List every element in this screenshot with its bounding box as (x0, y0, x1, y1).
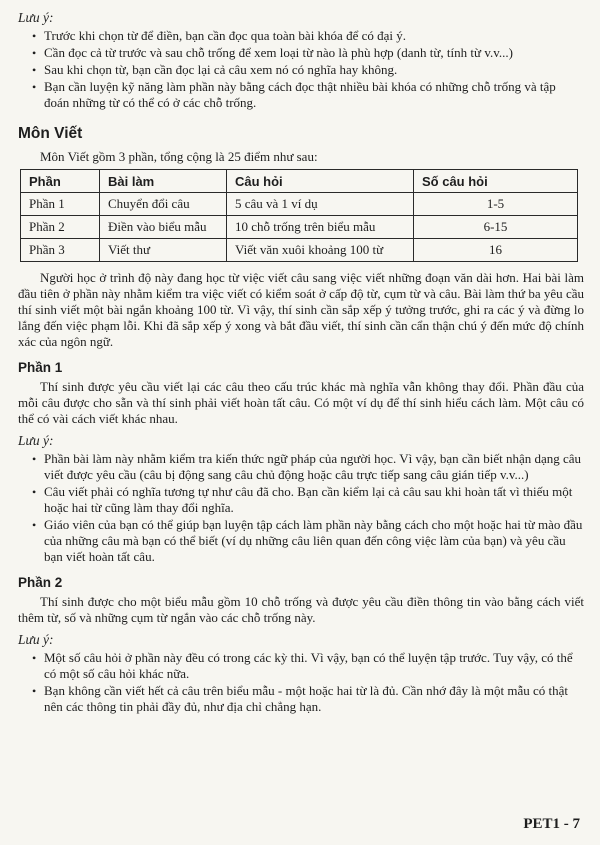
bullet-icon: • (32, 452, 37, 466)
table-cell: Phần 1 (21, 193, 100, 216)
list-item (32, 683, 584, 715)
table-row (21, 193, 578, 216)
section-intro: Môn Viết gồm 3 phần, tổng cộng là 25 điểm như sau: (40, 149, 318, 164)
list-item (32, 62, 584, 78)
column-header: Phần (21, 170, 100, 193)
table-cell: Viết thư (100, 239, 227, 262)
note-text: Câu viết phải có nghĩa tương tự như câu đã cho. Bạn cần kiểm lại cả câu sau khi hoàn tất vì thiếu một hoặc hai từ cũng làm thay đổi nghĩa. (44, 484, 573, 515)
part2-note-list (18, 650, 584, 715)
part1-paragraph: Thí sinh được yêu cầu viết lại các câu theo cấu trúc khác mà nghĩa vẫn không thay đổi. Phần đầu của mỗi câu được cho sẵn và thí sinh phải viết hoàn tất câu. Có một ví dụ để thí sinh hiểu cách làm. Một câu có thể có vài cách viết khác nhau. (18, 379, 584, 426)
note-text: Giáo viên của bạn có thể giúp bạn luyện tập cách làm phần này bằng cách cho một hoặc hai từ mào đầu của những câu mà bạn có thể biết (ví dụ những câu liên quan đến công việc làm của bạn) và yêu cầu bạn viết hoàn tất câu. (44, 517, 583, 564)
note-text: Bạn không cần viết hết cả câu trên biểu mẫu - một hoặc hai từ là đủ. Cần nhớ đây là một mẫu có thật nên các thông tin phải đầy đủ, như địa chỉ chẳng hạn. (44, 683, 569, 714)
part2-note-title: Lưu ý: (18, 632, 54, 647)
note-text: Phần bài làm này nhằm kiểm tra kiến thức ngữ pháp của người học. Vì vậy, bạn cần biết nhận dạng câu viết được yêu cầu (câu bị động sang câu chủ động hoặc câu trực tiếp sang câu gián tiếp v.v...) (44, 451, 582, 482)
bullet-icon: • (32, 485, 37, 499)
table-cell: Phần 2 (21, 216, 100, 239)
bullet-icon: • (32, 518, 37, 532)
list-item (32, 45, 584, 61)
bullet-icon: • (32, 651, 37, 665)
table-row (21, 216, 578, 239)
bullet-icon: • (32, 684, 37, 698)
bullet-icon: • (32, 63, 37, 77)
part2-title: Phần 2 (18, 575, 63, 590)
list-item (32, 79, 584, 111)
bullet-icon: • (32, 80, 37, 94)
table-cell: Viết văn xuôi khoảng 100 từ (227, 239, 414, 262)
note-text: Trước khi chọn từ để điền, bạn cần đọc qua toàn bài khóa để có đại ý. (44, 28, 407, 43)
table-cell: 16 (414, 239, 578, 262)
table-cell: Điền vào biểu mẫu (100, 216, 227, 239)
bullet-icon: • (32, 29, 37, 43)
note-text: Bạn cần luyện kỹ năng làm phần này bằng cách đọc thật nhiều bài khóa có những chỗ trống và tập đoán những từ có thể có ở các chỗ trống. (44, 79, 556, 110)
column-header: Số câu hỏi (414, 170, 578, 193)
part1-title: Phần 1 (18, 360, 63, 375)
page-number: PET1 - 7 (523, 816, 580, 832)
table-cell: 10 chỗ trống trên biểu mẫu (227, 216, 414, 239)
bullet-icon: • (32, 46, 37, 60)
top-note-list (18, 28, 584, 111)
table-cell: Chuyển đổi câu (100, 193, 227, 216)
list-item (32, 484, 584, 516)
note-text: Sau khi chọn từ, bạn cần đọc lại cả câu xem nó có nghĩa hay không. (44, 62, 398, 77)
table-header-row (21, 170, 578, 193)
column-header: Bài làm (100, 170, 227, 193)
list-item (32, 517, 584, 565)
table-row (21, 239, 578, 262)
section-paragraph: Người học ở trình độ này đang học từ việc viết câu sang việc viết những đoạn văn dài hơn. Hai bài làm đầu tiên ở phần này nhằm kiểm tra việc viết có kiểm soát ở cấp độ từ, cụm từ và câu. Bài làm thứ ba yêu cầu thí sinh viết một bài ngắn khoảng 100 từ. Vì vậy, thí sinh cần sắp xếp ý tưởng trước, ghi ra các ý và đừng lo lắng đến việc phạm lỗi. Khi đã sắp xếp ý xong và bắt đầu viết, thí sinh cần cẩn thận chú ý đến mức độ chính xác của ngôn ngữ. (18, 270, 584, 349)
part1-note-list (18, 451, 584, 565)
list-item (32, 650, 584, 682)
section-title: Môn Viết (18, 125, 83, 142)
list-item (32, 28, 584, 44)
top-note-title: Lưu ý: (18, 10, 54, 25)
table-cell: 1-5 (414, 193, 578, 216)
page-content (18, 10, 584, 719)
list-item (32, 451, 584, 483)
table-cell: 5 câu và 1 ví dụ (227, 193, 414, 216)
part1-note-title: Lưu ý: (18, 433, 54, 448)
note-text: Cần đọc cả từ trước và sau chỗ trống để xem loại từ nào là phù hợp (danh từ, tính từ v.v...) (44, 45, 513, 60)
parts-table (20, 169, 578, 262)
note-text: Một số câu hỏi ở phần này đều có trong các kỳ thi. Vì vậy, bạn có thể luyện tập trước. Tuy vậy, có thể có một số câu hỏi khác nữa. (44, 650, 573, 681)
part2-paragraph: Thí sinh được cho một biểu mẫu gồm 10 chỗ trống và được yêu cầu điền thông tin vào bằng cách viết thêm từ, số và những cụm từ ngắn vào các chỗ trống này. (18, 594, 584, 625)
table-cell: Phần 3 (21, 239, 100, 262)
table-cell: 6-15 (414, 216, 578, 239)
column-header: Câu hỏi (227, 170, 414, 193)
